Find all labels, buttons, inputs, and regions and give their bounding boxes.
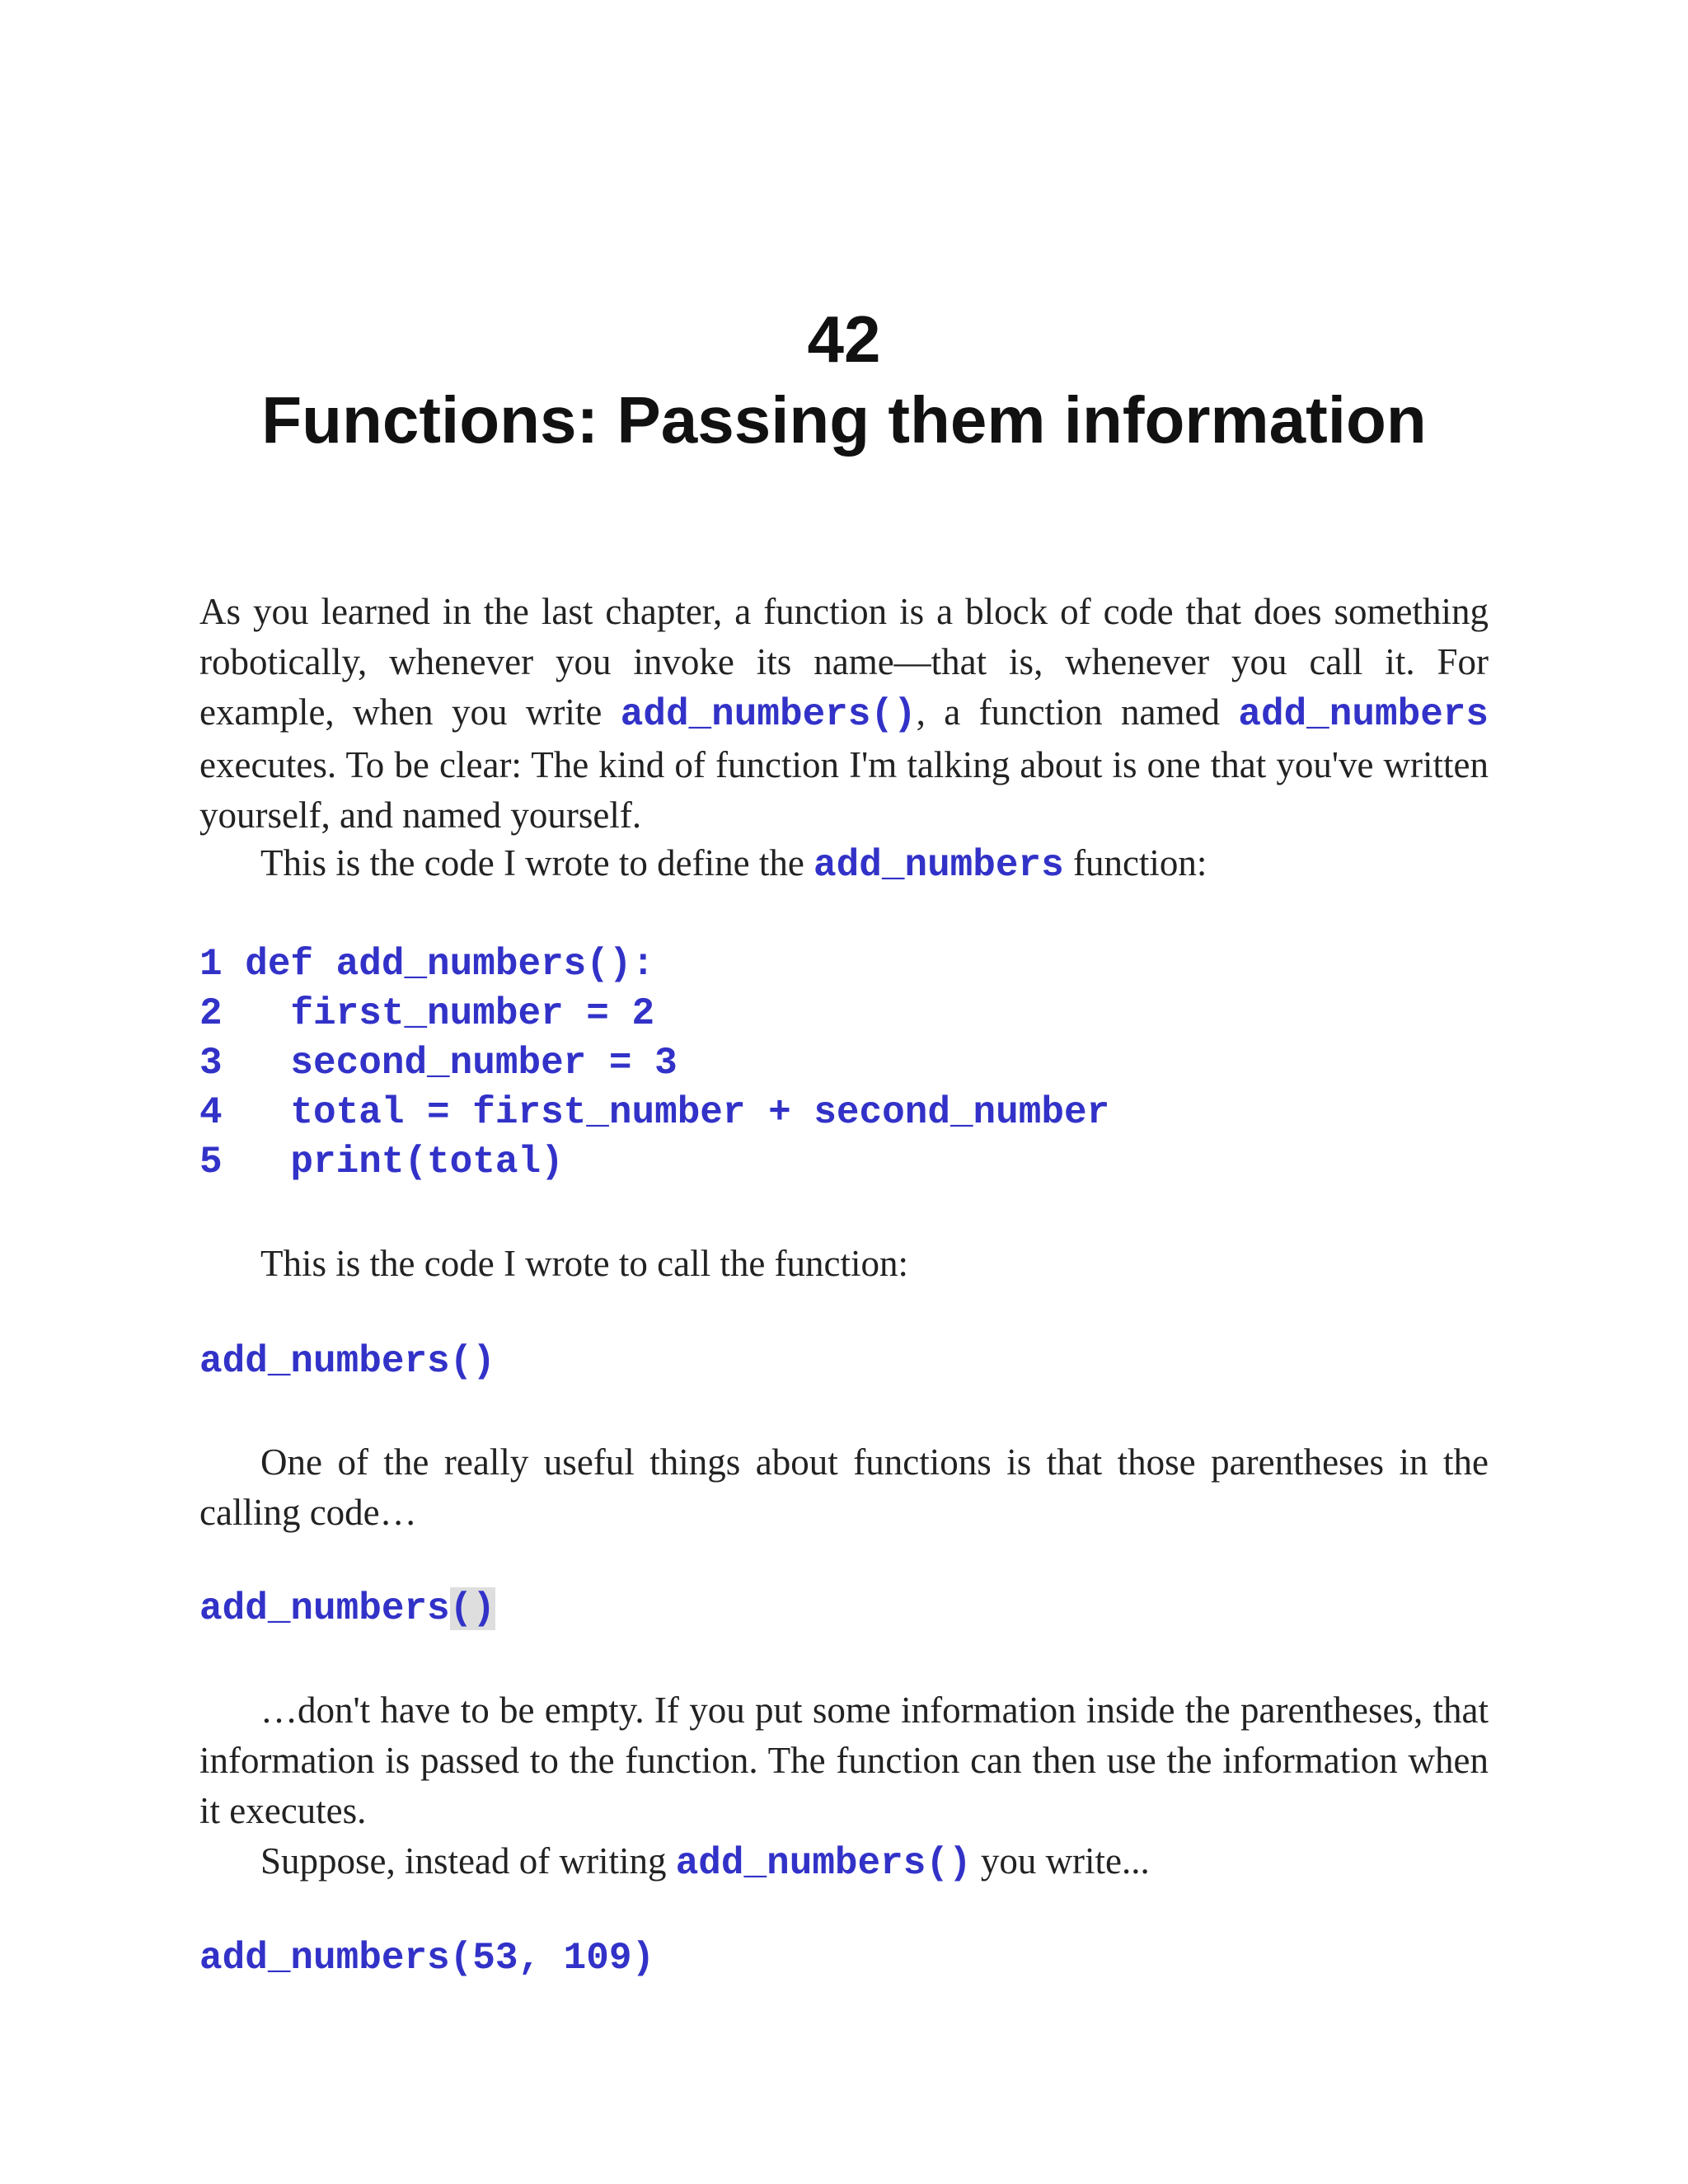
define-text-1: This is the code I wrote to define the: [260, 842, 814, 883]
function-call-code: add_numbers(): [199, 1340, 495, 1383]
intro-text-3: executes. To be clear: The kind of function I'm talking about is one that you've written yourself, and named yourself.: [199, 744, 1489, 836]
highlighted-parentheses: (): [449, 1587, 495, 1630]
code-line-3: 3 second_number = 3: [199, 1042, 678, 1085]
call-text: This is the code I wrote to call the function:: [260, 1243, 909, 1284]
inline-code-add-numbers-call: add_numbers(): [620, 693, 917, 736]
chapter-number: 42: [807, 302, 881, 376]
parentheses-text: One of the really useful things about functions is that those parentheses in the calling code…: [199, 1441, 1489, 1533]
passing-info-text: …don't have to be empty. If you put some information inside the parentheses, that information is passed to the function. The function can then use the information when it executes.: [199, 1690, 1489, 1831]
code-line-5: 5 print(total): [199, 1141, 564, 1183]
code-line-2: 2 first_number = 2: [199, 992, 655, 1035]
chapter-title: Functions: Passing them information: [261, 383, 1427, 457]
intro-text-1: As you learned in the last chapter, a function is a block of code that does something robotically, whenever you invoke its name—that is, whenever you call it. For example, when you write: [199, 591, 1489, 733]
intro-paragraph: [199, 587, 1489, 841]
intro-text-2: , a function named: [916, 691, 1239, 733]
function-definition-code: [199, 940, 1109, 1187]
inline-code-add-numbers-define: add_numbers: [814, 844, 1064, 887]
suppose-text-2: you write...: [971, 1840, 1150, 1882]
parentheses-paragraph: [199, 1437, 1489, 1538]
code-line-4: 4 total = first_number + second_number: [199, 1091, 1110, 1134]
inline-code-add-numbers-suppose: add_numbers(): [675, 1842, 972, 1885]
call-paragraph: [199, 1239, 1489, 1289]
function-call-with-arguments-code: add_numbers(53, 109): [199, 1937, 655, 1980]
define-paragraph: [199, 838, 1489, 891]
inline-code-add-numbers: add_numbers: [1238, 693, 1489, 736]
define-text-2: function:: [1063, 842, 1207, 883]
code-line-1: 1 def add_numbers():: [199, 943, 655, 986]
call-name: add_numbers: [199, 1587, 450, 1630]
suppose-paragraph: [199, 1836, 1489, 1889]
suppose-text-1: Suppose, instead of writing: [260, 1840, 676, 1882]
passing-info-paragraph: [199, 1685, 1489, 1836]
function-call-highlighted-code: [199, 1584, 495, 1633]
